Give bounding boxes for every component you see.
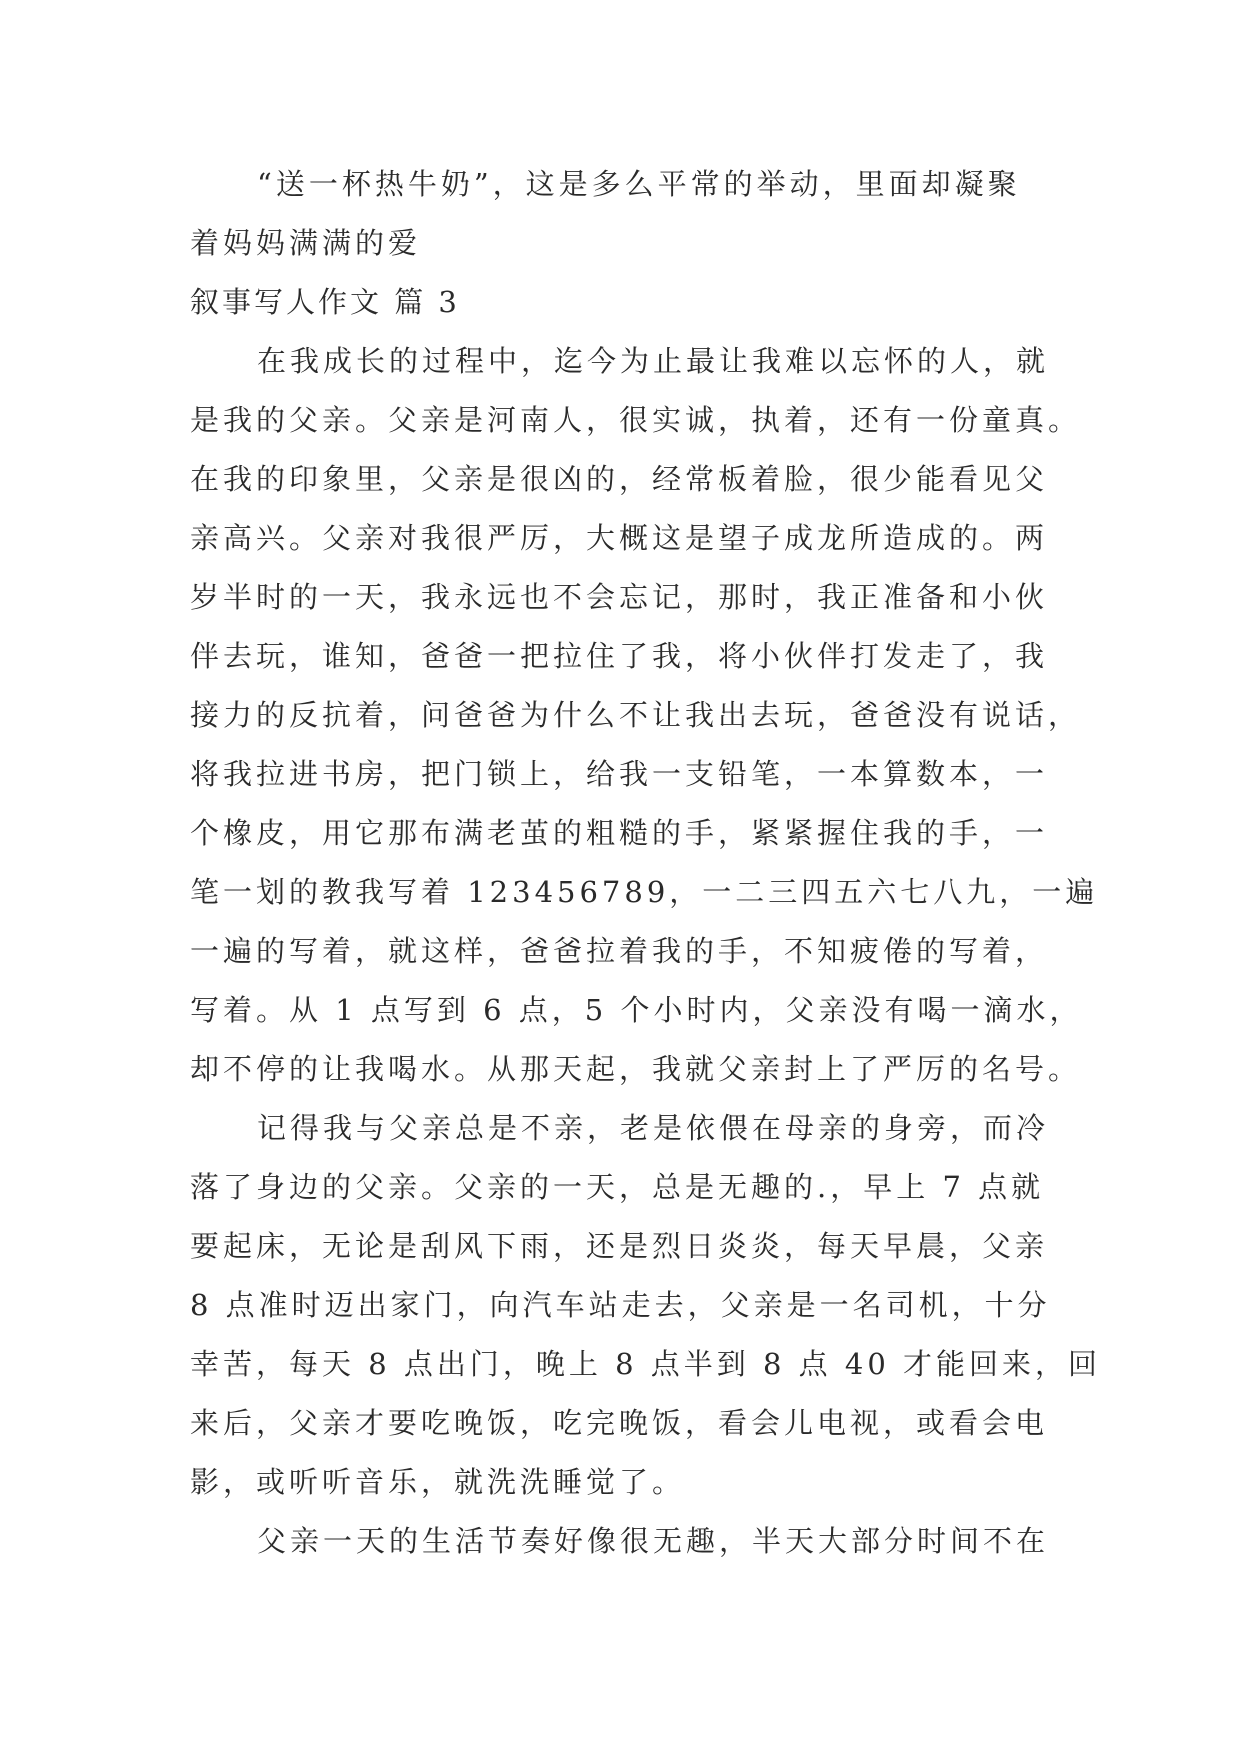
paragraph-3-line-4: 8 点准时迈出家门，向汽车站走去，父亲是一名司机，十分 <box>190 1288 1051 1322</box>
paragraph-3-line-6: 来后，父亲才要吃晚饭，吃完晚饭，看会儿电视，或看会电 <box>190 1406 1049 1440</box>
paragraph-2-line-4: 亲高兴。父亲对我很严厉，大概这是望子成龙所造成的。两 <box>190 521 1049 555</box>
paragraph-2-line-2: 是我的父亲。父亲是河南人，很实诚，执着，还有一份童真。 <box>190 403 1082 437</box>
paragraph-2-line-10: 笔一划的教我写着 123456789，一二三四五六七八九，一遍 <box>190 875 1099 909</box>
paragraph-2-line-11: 一遍的写着，就这样，爸爸拉着我的手，不知疲倦的写着， <box>190 934 1049 968</box>
paragraph-2-line-3: 在我的印象里，父亲是很凶的，经常板着脸，很少能看见父 <box>190 462 1049 496</box>
paragraph-4-line-1: 父亲一天的生活节奏好像很无趣，半天大部分时间不在 <box>257 1524 1050 1558</box>
section-heading: 叙事写人作文 篇 3 <box>190 285 460 319</box>
paragraph-3-line-7: 影，或听听音乐，就洗洗睡觉了。 <box>190 1465 686 1499</box>
paragraph-1-line-2: 着妈妈满满的爱 <box>190 226 422 260</box>
paragraph-2-line-12: 写着。从 1 点写到 6 点，5 个小时内，父亲没有喝一滴水， <box>190 993 1083 1027</box>
paragraph-1-line-1: “送一杯热牛奶”，这是多么平常的举动，里面却凝聚 <box>257 167 1021 201</box>
paragraph-2-line-13: 却不停的让我喝水。从那天起，我就父亲封上了严厉的名号。 <box>190 1052 1082 1086</box>
paragraph-3-line-3: 要起床，无论是刮风下雨，还是烈日炎炎，每天早晨，父亲 <box>190 1229 1049 1263</box>
paragraph-2-line-7: 接力的反抗着，问爸爸为什么不让我出去玩，爸爸没有说话， <box>190 698 1082 732</box>
paragraph-2-line-1: 在我成长的过程中，迄今为止最让我难以忘怀的人，就 <box>257 344 1050 378</box>
paragraph-2-line-6: 伴去玩，谁知，爸爸一把拉住了我，将小伙伴打发走了，我 <box>190 639 1049 673</box>
paragraph-3-line-2: 落了身边的父亲。父亲的一天，总是无趣的.，早上 7 点就 <box>190 1170 1045 1204</box>
paragraph-2-line-5: 岁半时的一天，我永远也不会忘记，那时，我正准备和小伙 <box>190 580 1049 614</box>
paragraph-2-line-9: 个橡皮，用它那布满老茧的粗糙的手，紧紧握住我的手，一 <box>190 816 1049 850</box>
paragraph-3-line-5: 幸苦，每天 8 点出门，晚上 8 点半到 8 点 40 才能回来，回 <box>190 1347 1102 1381</box>
paragraph-2-line-8: 将我拉进书房，把门锁上，给我一支铅笔，一本算数本，一 <box>190 757 1049 791</box>
paragraph-3-line-1: 记得我与父亲总是不亲，老是依偎在母亲的身旁，而冷 <box>257 1111 1050 1145</box>
